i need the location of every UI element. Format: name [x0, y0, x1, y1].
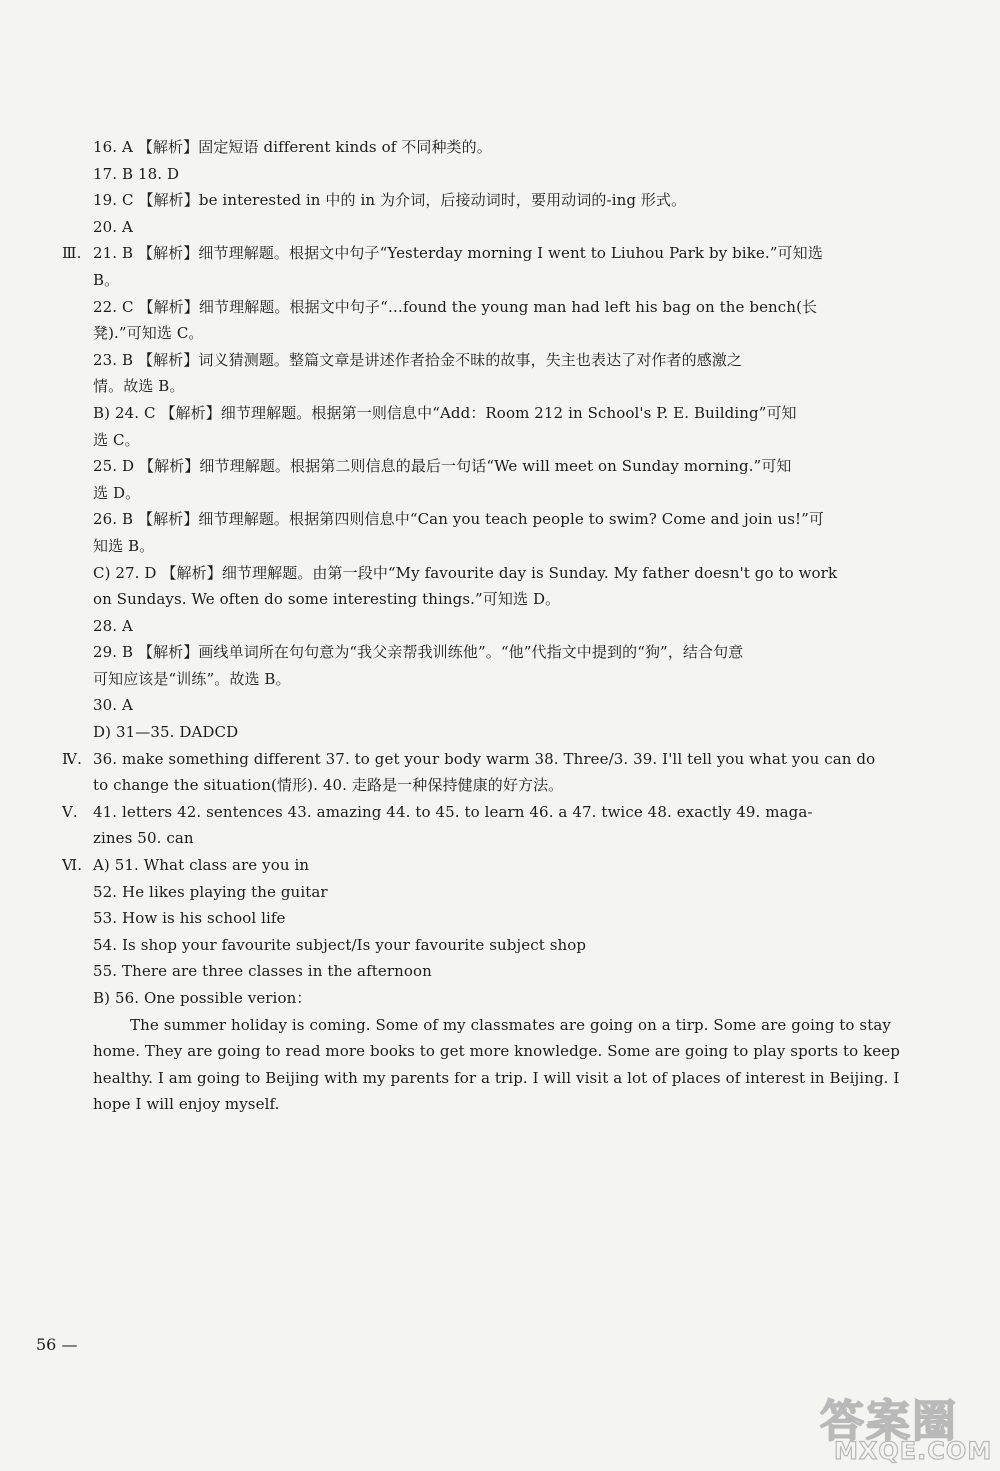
answer-line-55: 55. There are three classes in the afternoon [93, 962, 432, 981]
answer-line-56: B) 56. One possible verion： [93, 989, 312, 1007]
answer-line-21: Ⅲ. 21. B 【解析】细节理解题。根据文中句子“Yesterday morning I went to Liuhou Park by bike.”可知选 [62, 240, 882, 267]
answer-line-27-cont: on Sundays. We often do some interesting things.”可知选 D。 [93, 590, 561, 609]
watermark-logo [820, 1385, 996, 1469]
answer-line-25: 25. D 【解析】细节理解题。根据第二则信息的最后一句话“We will meet on Sunday morning.”可知 [93, 457, 792, 476]
answer-line-39-40: to change the situation(情形). 40. 走路是一种保持健康的好方法。 [93, 776, 564, 795]
answer-line-52: 52. He likes playing the guitar [93, 882, 328, 901]
answer-line-16: 16. A 【解析】固定短语 different kinds of 不同种类的。 [93, 138, 492, 156]
answer-line-41-49: Ⅴ. 41. letters 42. sentences 43. amazing 44. to 45. to learn 46. a 47. twice 48. exactly 49. maga- [62, 799, 882, 826]
answer-line-53: 53. How is his school life [93, 909, 286, 928]
answer-line-27: C) 27. D 【解析】细节理解题。由第一段中“My favourite day is Sunday. My father doesn't go to work [93, 563, 838, 582]
answer-line-24: B) 24. C 【解析】细节理解题。根据第一则信息中“Add：Room 212 in School's P. E. Building”可知 [93, 403, 797, 422]
answer-line-23: 23. B 【解析】词义猜测题。整篇文章是讲述作者拾金不昧的故事，失主也表达了对作者的感激之 [93, 350, 743, 369]
answer-line-23-cont: 情。故选 B。 [93, 377, 185, 396]
answer-line-26-cont: 知选 B。 [93, 536, 155, 555]
answer-line-28: 28. A [93, 616, 133, 635]
essay-line-3: healthy. I am going to Beijing with my parents for a trip. I will visit a lot of places of interest in Beijing. I [93, 1068, 900, 1087]
answer-line-19: 19. C 【解析】be interested in 中的 in 为介词，后接动词时，要用动词的-ing 形式。 [93, 191, 687, 210]
watermark-cn-text: 答案圈 [820, 1396, 958, 1447]
section-number-vi: Ⅵ. [62, 856, 83, 875]
essay-line-2: home. They are going to read more books to get more knowledge. Some are going to play sports to keep [93, 1042, 900, 1061]
section-number-iii: Ⅲ. [62, 244, 82, 263]
section-number-v: Ⅴ. [62, 802, 78, 821]
answer-line-29: 29. B 【解析】画线单词所在句句意为“我父亲帮我训练他”。“他”代指文中提到的“狗”，结合句意 [93, 643, 744, 662]
answer-line-25-cont: 选 D。 [93, 483, 141, 502]
answer-line-22-cont: 凳).”可知选 C。 [93, 324, 204, 343]
answer-line-36-39: Ⅳ. 36. make something different 37. to get your body warm 38. Three/3. 39. I'll tell you what you can do [62, 746, 882, 773]
page-number: 56 — [36, 1335, 78, 1354]
answer-line-26: 26. B 【解析】细节理解题。根据第四则信息中“Can you teach people to swim? Come and join us!”可 [93, 510, 825, 529]
answer-line-22: 22. C 【解析】细节理解题。根据文中句子“…found the young man had left his bag on the bench(长 [93, 297, 818, 316]
essay-line-1: The summer holiday is coming. Some of my classmates are going on a tirp. Some are going to stay [130, 1015, 891, 1034]
answer-content [62, 134, 900, 1118]
answer-line-30: 30. A [93, 696, 133, 715]
answer-line-17: 17. B 18. D [93, 164, 180, 183]
answer-line-20: 20. A [93, 217, 133, 236]
answer-line-54: 54. Is shop your favourite subject/Is your favourite subject shop [93, 935, 587, 954]
answer-line-24-cont: 选 C。 [93, 430, 140, 449]
answer-line-21-cont: B。 [93, 270, 120, 289]
watermark-en-text: MXQE.COM [834, 1437, 993, 1465]
answer-line-31-35: D) 31—35. DADCD [93, 723, 239, 742]
answer-line-49-50: zines 50. can [93, 829, 194, 848]
essay-line-4: hope I will enjoy myself. [93, 1095, 280, 1114]
section-number-iv: Ⅳ. [62, 749, 82, 768]
answer-line-29-cont: 可知应该是“训练”。故选 B。 [93, 669, 291, 688]
answer-line-51: Ⅵ. A) 51. What class are you in [62, 852, 882, 879]
